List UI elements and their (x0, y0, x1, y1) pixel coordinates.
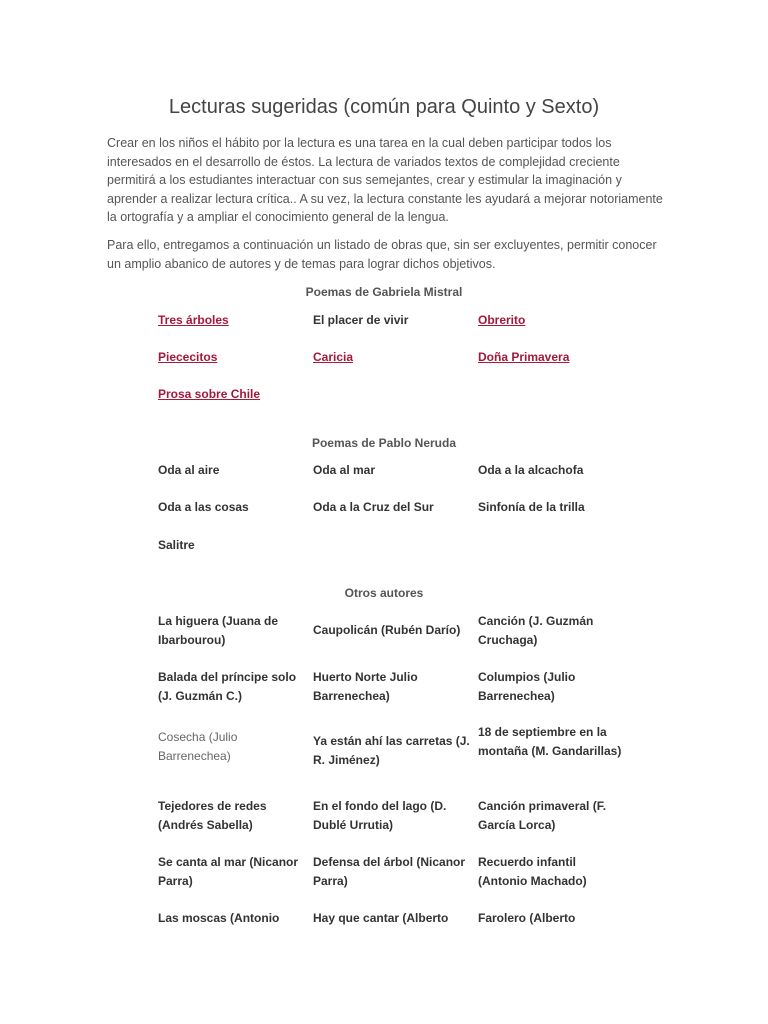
section-heading-neruda: Poemas de Pablo Neruda (311, 436, 457, 450)
poem-link-tres-arboles[interactable]: Tres árboles (158, 313, 229, 327)
work-farolero: Farolero (Alberto (478, 911, 576, 925)
work-ya-estan-ahi-las-carretas: Ya están ahí las carretas (J. R. Jiménez) (313, 734, 470, 767)
poem-sinfonia-de-la-trilla: Sinfonía de la trilla (478, 500, 585, 514)
intro-paragraph-2: Para ello, entregamos a continuación un listado de obras que, sin ser excluyentes, permitir conocer un amplio abanico de autores y de temas para lograr dichos objetivos. (107, 238, 657, 271)
intro-paragraph-1: Crear en los niños el hábito por la lectura es una tarea en la cual deben participar todos los interesados en el desarrollo de éstos. La lectura de variados textos de complejidad creciente permitirá a los estudiantes interactuar con sus semejantes, crear y estimular la imaginación y aprender a realizar lectura crítica.. A su vez, la lectura constante les ayudará a mejorar notoriamente la ortografía y a ampliar el conocimiento general de la lengua. (107, 136, 663, 224)
poem-oda-a-la-cruz-del-sur: Oda a la Cruz del Sur (313, 500, 434, 514)
work-columpios: Columpios (Julio Barrenechea) (478, 670, 576, 703)
poem-link-obrerito[interactable]: Obrerito (478, 313, 526, 327)
poem-link-piececitos[interactable]: Piececitos (158, 350, 218, 364)
poem-link-dona-primavera[interactable]: Doña Primavera (478, 350, 570, 364)
poem-oda-al-aire: Oda al aire (158, 463, 220, 477)
poem-oda-a-la-alcachofa: Oda a la alcachofa (478, 463, 584, 477)
work-hay-que-cantar: Hay que cantar (Alberto (313, 911, 449, 925)
work-tejedores-de-redes: Tejedores de redes (Andrés Sabella) (158, 799, 267, 832)
poem-link-prosa-sobre-chile[interactable]: Prosa sobre Chile (158, 387, 261, 401)
work-se-canta-al-mar: Se canta al mar (Nicanor Parra) (158, 855, 299, 888)
work-las-moscas: Las moscas (Antonio (158, 911, 280, 925)
page-title: Lecturas sugeridas (común para Quinto y Sexto) (168, 96, 600, 118)
work-balada-del-principe-solo: Balada del príncipe solo (J. Guzmán C.) (158, 670, 297, 703)
poem-oda-a-las-cosas: Oda a las cosas (158, 500, 249, 514)
work-caupolican: Caupolicán (Rubén Darío) (313, 623, 461, 637)
work-cancion: Canción (J. Guzmán Cruchaga) (478, 614, 594, 647)
poem-el-placer-de-vivir: El placer de vivir (313, 313, 409, 327)
poem-link-caricia[interactable]: Caricia (313, 350, 354, 364)
poem-oda-al-mar: Oda al mar (313, 463, 376, 477)
work-defensa-del-arbol: Defensa del árbol (Nicanor Parra) (313, 855, 466, 888)
work-la-higuera: La higuera (Juana de Ibarbourou) (158, 614, 279, 647)
work-recuerdo-infantil: Recuerdo infantil (Antonio Machado) (478, 855, 587, 888)
work-en-el-fondo-del-lago: En el fondo del lago (D. Dublé Urrutia) (313, 799, 447, 832)
work-cancion-primaveral: Canción primaveral (F. García Lorca) (478, 799, 607, 832)
work-18-de-septiembre: 18 de septiembre en la montaña (M. Gandarillas) (478, 725, 622, 758)
section-heading-otros: Otros autores (344, 586, 424, 600)
section-heading-mistral: Poemas de Gabriela Mistral (305, 285, 463, 299)
poem-salitre: Salitre (158, 538, 195, 552)
work-huerto-norte: Huerto Norte Julio Barrenechea) (313, 670, 418, 703)
work-cosecha: Cosecha (Julio Barrenechea) (158, 730, 238, 763)
